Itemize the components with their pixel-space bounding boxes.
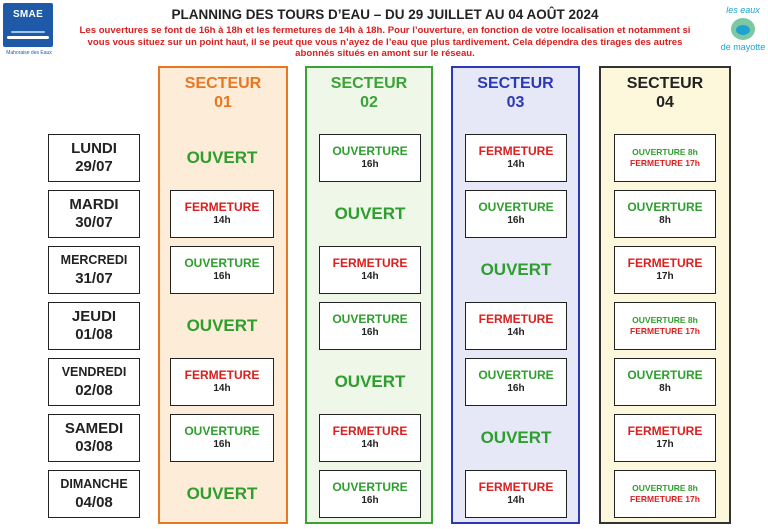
smae-logo-tagline: Mahoraise des Eaux <box>6 50 52 56</box>
schedule-cell-opening <box>170 246 274 294</box>
schedule-cell-closing <box>319 246 421 294</box>
cell-status: FERMETURE <box>184 368 260 382</box>
cell-status: FERMETURE <box>478 144 554 158</box>
cell-status: FERMETURE <box>478 480 554 494</box>
cell-time: 14h <box>213 215 231 226</box>
schedule-cell-opening <box>319 470 421 518</box>
sector-02-title: SECTEUR 02 <box>330 75 408 111</box>
cell-time: 16h <box>507 215 525 226</box>
cell-time: 16h <box>507 383 525 394</box>
cell-status: OUVERTURE <box>478 200 554 214</box>
schedule-cell-open: OUVERT <box>480 428 552 447</box>
day-dimanche: DIMANCHE 04/08 <box>48 470 140 518</box>
cell-status: OUVERTURE <box>627 200 703 214</box>
schedule-cell-closing <box>614 414 716 462</box>
day-vendredi: VENDREDI 02/08 <box>48 358 140 406</box>
smae-logo-mark <box>3 3 53 47</box>
cell-status: FERMETURE <box>627 424 703 438</box>
cell-status: OUVERTURE <box>478 368 554 382</box>
day-jeudi: JEUDI 01/08 <box>48 302 140 350</box>
eaux-de-mayotte-logo <box>718 5 768 55</box>
opening-time: OUVERTURE 8h <box>632 147 698 157</box>
schedule-cell-open: OUVERT <box>334 204 406 223</box>
cell-time: 14h <box>213 383 231 394</box>
schedule-cell-closing <box>465 302 567 350</box>
closing-time: FERMETURE 17h <box>630 326 700 336</box>
cell-status: FERMETURE <box>332 256 408 270</box>
cell-time: 14h <box>361 271 379 282</box>
cell-status: OUVERTURE <box>184 256 260 270</box>
smae-logo <box>3 3 53 61</box>
schedule-notice: Les ouvertures se font de 16h à 18h et les fermetures de 14h à 18h. Pour l’ouverture, en fonction de votre localisation et notamment si vous vous situez sur un point haut, il se peut que vous n’ayez de l’eau que plus tardivement. Cela dépendra des tirages des autres abonnés situés en amont sur le réseau. <box>79 25 691 59</box>
schedule-cell-open: OUVERT <box>480 260 552 279</box>
cell-time: 8h <box>659 383 671 394</box>
schedule-cell-closing <box>614 246 716 294</box>
day-lundi: LUNDI 29/07 <box>48 134 140 182</box>
cell-time: 17h <box>656 439 674 450</box>
schedule-cell-opening <box>465 190 567 238</box>
cell-time: 14h <box>361 439 379 450</box>
day-mardi: MARDI 30/07 <box>48 190 140 238</box>
sector-03-title: SECTEUR 03 <box>477 75 554 111</box>
sector-04-title: SECTEUR 04 <box>626 75 704 111</box>
cell-status: FERMETURE <box>627 256 703 270</box>
schedule-cell-open: OUVERT <box>186 316 258 335</box>
cell-time: 14h <box>507 327 525 338</box>
cell-time: 16h <box>361 159 379 170</box>
schedule-cell-closing <box>170 190 274 238</box>
schedule-cell-opening <box>170 414 274 462</box>
cell-time: 8h <box>659 215 671 226</box>
page-title: PLANNING DES TOURS D’EAU – DU 29 JUILLET AU 04 AOÛT 2024 <box>171 7 599 22</box>
cell-status: FERMETURE <box>478 312 554 326</box>
schedule-cell-open-close <box>614 134 716 182</box>
cell-time: 16h <box>213 439 231 450</box>
schedule-cell-opening <box>465 358 567 406</box>
cell-time: 16h <box>213 271 231 282</box>
schedule-cell-opening <box>614 358 716 406</box>
cell-status: OUVERTURE <box>627 368 703 382</box>
sector-01-title: SECTEUR 01 <box>184 75 262 111</box>
schedule-cell-opening <box>319 134 421 182</box>
smae-logo-text: SMAE <box>12 9 44 20</box>
cell-status: FERMETURE <box>332 424 408 438</box>
cell-status: OUVERTURE <box>332 144 408 158</box>
schedule-cell-closing <box>170 358 274 406</box>
schedule-cell-closing <box>465 470 567 518</box>
cell-status: OUVERTURE <box>332 312 408 326</box>
logo-line-2: de mayotte <box>720 42 766 52</box>
schedule-cell-open: OUVERT <box>334 372 406 391</box>
logo-line-1: les eaux <box>726 5 760 15</box>
schedule-cell-open-close <box>614 470 716 518</box>
closing-time: FERMETURE 17h <box>630 158 700 168</box>
schedule-cell-open-close <box>614 302 716 350</box>
cell-status: OUVERTURE <box>184 424 260 438</box>
opening-time: OUVERTURE 8h <box>632 483 698 493</box>
closing-time: FERMETURE 17h <box>630 494 700 504</box>
day-mercredi: MERCREDI 31/07 <box>48 246 140 294</box>
cell-time: 14h <box>507 159 525 170</box>
day-samedi: SAMEDI 03/08 <box>48 414 140 462</box>
cell-time: 17h <box>656 271 674 282</box>
schedule-cell-open: OUVERT <box>186 148 258 167</box>
cell-time: 16h <box>361 495 379 506</box>
schedule-cell-open: OUVERT <box>186 484 258 503</box>
schedule-cell-closing <box>465 134 567 182</box>
schedule-cell-closing <box>319 414 421 462</box>
cell-status: FERMETURE <box>184 200 260 214</box>
schedule-cell-opening <box>614 190 716 238</box>
opening-time: OUVERTURE 8h <box>632 315 698 325</box>
cell-status: OUVERTURE <box>332 480 408 494</box>
cell-time: 14h <box>507 495 525 506</box>
cell-time: 16h <box>361 327 379 338</box>
schedule-cell-opening <box>319 302 421 350</box>
